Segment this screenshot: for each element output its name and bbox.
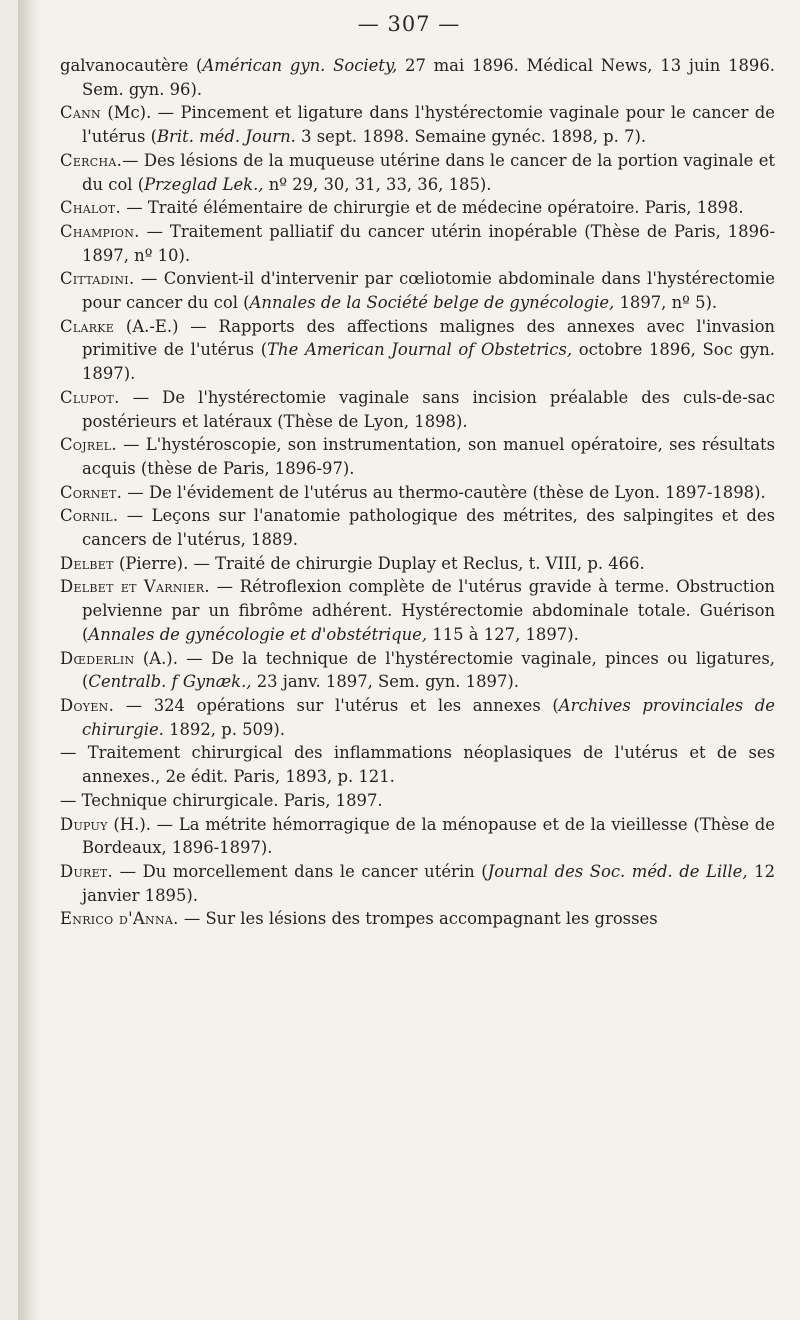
entry-source: Archives provinciales de chirurgie.	[82, 695, 775, 739]
entry-text: — 324 opérations sur l'utérus et les annexes (	[114, 695, 559, 715]
bib-entry	[60, 481, 775, 505]
entry-author: Duret.	[60, 861, 114, 881]
bib-entry	[60, 433, 775, 480]
bib-entry	[60, 149, 775, 196]
entry-tail: octobre 1896, Soc gyn. 1897).	[82, 340, 775, 384]
entry-tail: 3 sept. 1898. Semaine gynéc. 1898, p. 7).	[295, 127, 647, 147]
entry-text: — Des lésions de la muqueuse utérine dans le cancer de la portion vaginale et du col (	[82, 150, 775, 194]
bib-entry	[60, 907, 775, 931]
entry-text: — Technique chirurgicale. Paris, 1897.	[60, 790, 383, 810]
entry-tail: 1892, p. 509).	[163, 719, 286, 739]
bib-entry	[60, 54, 775, 101]
entry-text: — De l'hystérectomie vaginale sans incision préalable des culs-de-sac postérieurs et latéraux (Thèse de Lyon, 1898).	[82, 387, 775, 431]
page-binding-shadow	[18, 0, 40, 1320]
entry-author: Cornet.	[60, 482, 123, 502]
entry-author: Clupot.	[60, 387, 120, 407]
entry-source: The American Journal of Obstetrics,	[267, 340, 573, 360]
entry-text: (Mc). — Pincement et ligature dans l'hystérectomie vaginale pour le cancer de l'utérus (	[82, 103, 775, 147]
entry-text: — Traitement chirurgical des inflammations néoplasiques de l'utérus et de ses annexes., 2e édit. Paris, 1893, p. 121.	[60, 743, 775, 787]
page-number: — 307 —	[357, 12, 461, 36]
entry-text: (Pierre). — Traité de chirurgie Duplay et Reclus, t. VIII, p. 466.	[113, 553, 645, 573]
entry-text: — Sur les lésions des trompes accompagnant les grosses	[178, 909, 658, 929]
entry-text: — De l'évidement de l'utérus au thermo-cautère (thèse de Lyon. 1897-1898).	[122, 482, 766, 502]
entry-tail: 1897, nº 5).	[614, 293, 718, 313]
bib-entry	[60, 101, 775, 148]
entry-author: Cornil.	[60, 506, 119, 526]
entry-source: Brit. méd. Journ.	[157, 127, 296, 147]
entry-text: (A.-E.) — Rapports des affections malignes des annexes avec l'invasion primitive de l'utérus (	[82, 316, 775, 360]
entry-source: Centralb. f Gynæk.,	[88, 672, 252, 692]
entry-author: Cojrel.	[60, 435, 117, 455]
entry-text: (A.). — De la technique de l'hystérectomie vaginale, pinces ou ligatures, (	[82, 648, 775, 692]
entry-author: Chalot.	[60, 198, 122, 218]
bib-entry	[60, 575, 775, 646]
bib-entry	[60, 504, 775, 551]
entry-author: Delbet et Varnier.	[60, 577, 210, 597]
entry-text: — Leçons sur l'anatomie pathologique des métrites, des salpingites et des cancers de l'utérus, 1889.	[82, 506, 775, 550]
entry-tail: nº 29, 30, 31, 33, 36, 185).	[263, 174, 492, 194]
entry-author: Cann	[60, 103, 101, 123]
entry-source: Przeglad Lek.,	[144, 174, 264, 194]
entry-author: Dœderlin	[60, 648, 135, 668]
entry-text: — Convient-il d'intervenir par cœliotomie abdominale dans l'hystérectomie pour cancer du col (	[82, 269, 775, 313]
entry-author: Enrico d'Anna.	[60, 909, 179, 929]
book-page	[18, 0, 800, 1320]
entry-text: — Rétroflexion complète de l'utérus gravide à terme. Obstruction pelvienne par un fibrôme adhérent. Hystérectomie abdominale totale. Guérison (	[82, 577, 775, 644]
bib-entry	[60, 267, 775, 314]
entry-tail: 27 mai 1896. Médical News, 13 juin 1896. Sem. gyn. 96).	[82, 56, 776, 99]
bib-entry	[60, 789, 775, 813]
entry-text: — Traité élémentaire de chirurgie et de médecine opératoire. Paris, 1898.	[121, 198, 744, 218]
entry-source: Américan gyn. Society,	[202, 56, 398, 75]
entry-author: Clarke	[60, 316, 115, 336]
entry-author: Champion.	[60, 221, 140, 241]
bib-entry	[60, 813, 775, 860]
entry-author: Doyen.	[60, 695, 115, 715]
entry-text: galvanocautère (	[60, 56, 203, 75]
bib-entry	[60, 860, 775, 907]
entry-tail: 23 janv. 1897, Sem. gyn. 1897).	[251, 672, 519, 692]
bib-entry	[60, 196, 775, 220]
entry-source: Journal des Soc. méd. de Lille,	[487, 861, 748, 881]
entry-tail: 12 janvier 1895).	[82, 861, 775, 905]
entry-text: — Traitement palliatif du cancer utérin inopérable (Thèse de Paris, 1896-1897, nº 10).	[82, 221, 775, 265]
entry-author: Cercha.	[60, 150, 123, 170]
bib-entry	[60, 315, 775, 386]
bib-entry	[60, 552, 775, 576]
entry-author: Cittadini.	[60, 269, 135, 289]
bib-entry	[60, 386, 775, 433]
entry-text: (H.). — La métrite hémorragique de la ménopause et de la vieillesse (Thèse de Bordeaux, 1896-1897).	[82, 814, 775, 858]
entry-source: Annales de la Société belge de gynécologie,	[249, 293, 615, 313]
bib-entry	[60, 694, 775, 741]
entry-tail: 115 à 127, 1897).	[427, 624, 579, 644]
entry-source: Annales de gynécologie et d'obstétrique,	[88, 624, 428, 644]
bibliography-list	[60, 54, 775, 931]
entry-text: — L'hystéroscopie, son instrumentation, son manuel opératoire, ses résultats acquis (thèse de Paris, 1896-97).	[82, 435, 775, 478]
entry-author: Delbet	[60, 553, 114, 573]
entry-author: Dupuy	[60, 814, 108, 834]
bib-entry	[60, 220, 775, 267]
bib-entry	[60, 741, 775, 788]
entry-text: — Du morcellement dans le cancer utérin (	[113, 861, 488, 881]
bib-entry	[60, 647, 775, 694]
